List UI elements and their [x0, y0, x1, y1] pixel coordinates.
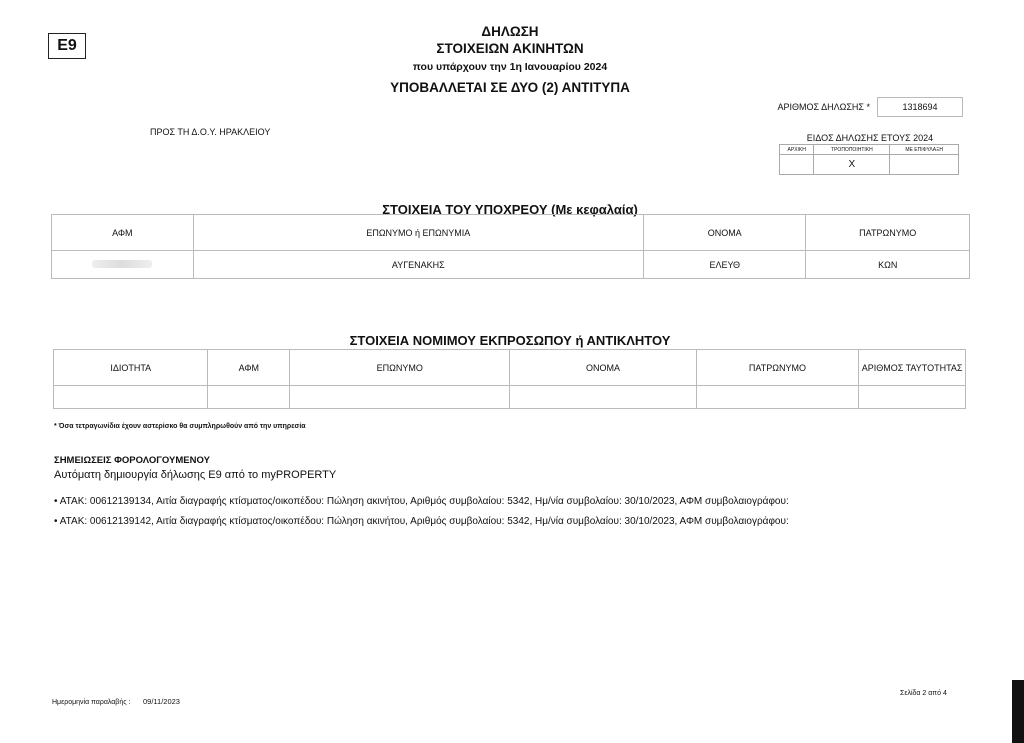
- kind-header-amending: ΤΡΟΠΟΠΟΙΗΤΙΚΗ: [814, 145, 890, 155]
- obligor-section-title: ΣΤΟΙΧΕΙΑ ΤΟΥ ΥΠΟΧΡΕΟΥ (Με κεφαλαία): [382, 202, 638, 217]
- rep-name-field[interactable]: [510, 386, 696, 409]
- kind-header-reserved: ΜΕ ΕΠΙΦΥΛΑΞΗ: [890, 145, 959, 155]
- declaration-kind-table: [779, 144, 959, 175]
- tax-office-label: ΠΡΟΣ ΤΗ Δ.Ο.Υ. ΗΡΑΚΛΕΙΟΥ: [150, 127, 271, 137]
- obligor-header-afm: ΑΦΜ: [52, 215, 194, 251]
- declaration-number-field[interactable]: 1318694: [877, 97, 963, 117]
- scan-edge-shadow: [1012, 680, 1024, 743]
- kind-value-initial[interactable]: [780, 155, 814, 175]
- receipt-date-value: 09/11/2023: [143, 697, 180, 706]
- notes-title: ΣΗΜΕΙΩΣΕΙΣ ΦΟΡΟΛΟΓΟΥΜΕΝΟΥ: [54, 455, 210, 466]
- representative-table: [53, 349, 966, 409]
- redacted-mark: [92, 260, 152, 268]
- header-line-3: που υπάρχουν την 1η Ιανουαρίου 2024: [412, 61, 608, 73]
- note-item: • ΑΤΑΚ: 00612139134, Αιτία διαγραφής κτίσματος/οικοπέδου: Πώληση ακινήτου, Αριθμός συμβολαίου: 5342, Ημ/νία συμβολαίου: 30/10/2023, ΑΦΜ συμβολαιογράφου:: [54, 496, 789, 507]
- obligor-header-fathers-name: ΠΑΤΡΩΝΥΜΟ: [806, 215, 970, 251]
- receipt-date-label: Ημερομηνία παραλαβής :: [52, 699, 131, 706]
- kind-value-reserved[interactable]: [890, 155, 959, 175]
- obligor-afm-field[interactable]: [52, 251, 194, 279]
- header-line-2: ΣΤΟΙΧΕΙΩΝ ΑΚΙΝΗΤΩΝ: [436, 41, 584, 56]
- declaration-number-label: ΑΡΙΘΜΟΣ ΔΗΛΩΣΗΣ *: [777, 102, 870, 112]
- obligor-surname-field[interactable]: ΑΥΓΕΝΑΚΗΣ: [193, 251, 643, 279]
- rep-id-number-field[interactable]: [859, 386, 966, 409]
- obligor-header-surname: ΕΠΩΝΥΜΟ ή ΕΠΩΝΥΜΙΑ: [193, 215, 643, 251]
- rep-afm-field[interactable]: [208, 386, 290, 409]
- declaration-kind-title: ΕΙΔΟΣ ΔΗΛΩΣΗΣ ΕΤΟΥΣ 2024: [806, 133, 934, 143]
- representative-section-title: ΣΤΟΙΧΕΙΑ ΝΟΜΙΜΟΥ ΕΚΠΡΟΣΩΠΟΥ ή ΑΝΤΙΚΛΗΤΟΥ: [349, 333, 671, 348]
- rep-header-capacity: ΙΔΙΟΤΗΤΑ: [54, 350, 208, 386]
- kind-value-amending[interactable]: X: [814, 155, 890, 175]
- rep-capacity-field[interactable]: [54, 386, 208, 409]
- rep-fathers-name-field[interactable]: [696, 386, 859, 409]
- obligor-table: [51, 214, 970, 279]
- notes-subtitle: Αυτόματη δημιουργία δήλωσης Ε9 από το myPROPERTY: [54, 469, 337, 481]
- obligor-header-name: ΟΝΟΜΑ: [643, 215, 805, 251]
- rep-header-name: ΟΝΟΜΑ: [510, 350, 696, 386]
- asterisk-footnote: * Όσα τετραγωνίδια έχουν αστερίσκο θα συμπληρωθούν από την υπηρεσία: [54, 423, 306, 430]
- obligor-name-field[interactable]: ΕΛΕΥΘ: [643, 251, 805, 279]
- header-line-1: ΔΗΛΩΣΗ: [481, 24, 539, 39]
- obligor-fathers-name-field[interactable]: ΚΩΝ: [806, 251, 970, 279]
- kind-header-initial: ΑΡΧΙΚΗ: [780, 145, 814, 155]
- rep-header-surname: ΕΠΩΝΥΜΟ: [290, 350, 510, 386]
- rep-header-fathers-name: ΠΑΤΡΩΝΥΜΟ: [696, 350, 859, 386]
- rep-surname-field[interactable]: [290, 386, 510, 409]
- note-item: • ΑΤΑΚ: 00612139142, Αιτία διαγραφής κτίσματος/οικοπέδου: Πώληση ακινήτου, Αριθμός συμβολαίου: 5342, Ημ/νία συμβολαίου: 30/10/2023, ΑΦΜ συμβολαιογράφου:: [54, 516, 789, 527]
- header-line-4: ΥΠΟΒΑΛΛΕΤΑΙ ΣΕ ΔΥΟ (2) ΑΝΤΙΤΥΠΑ: [390, 80, 630, 95]
- form-code-box: E9: [48, 33, 86, 59]
- rep-header-id-number: ΑΡΙΘΜΟΣ ΤΑΥΤΟΤΗΤΑΣ: [859, 350, 966, 386]
- page-number: Σελίδα 2 από 4: [900, 690, 947, 697]
- rep-header-afm: ΑΦΜ: [208, 350, 290, 386]
